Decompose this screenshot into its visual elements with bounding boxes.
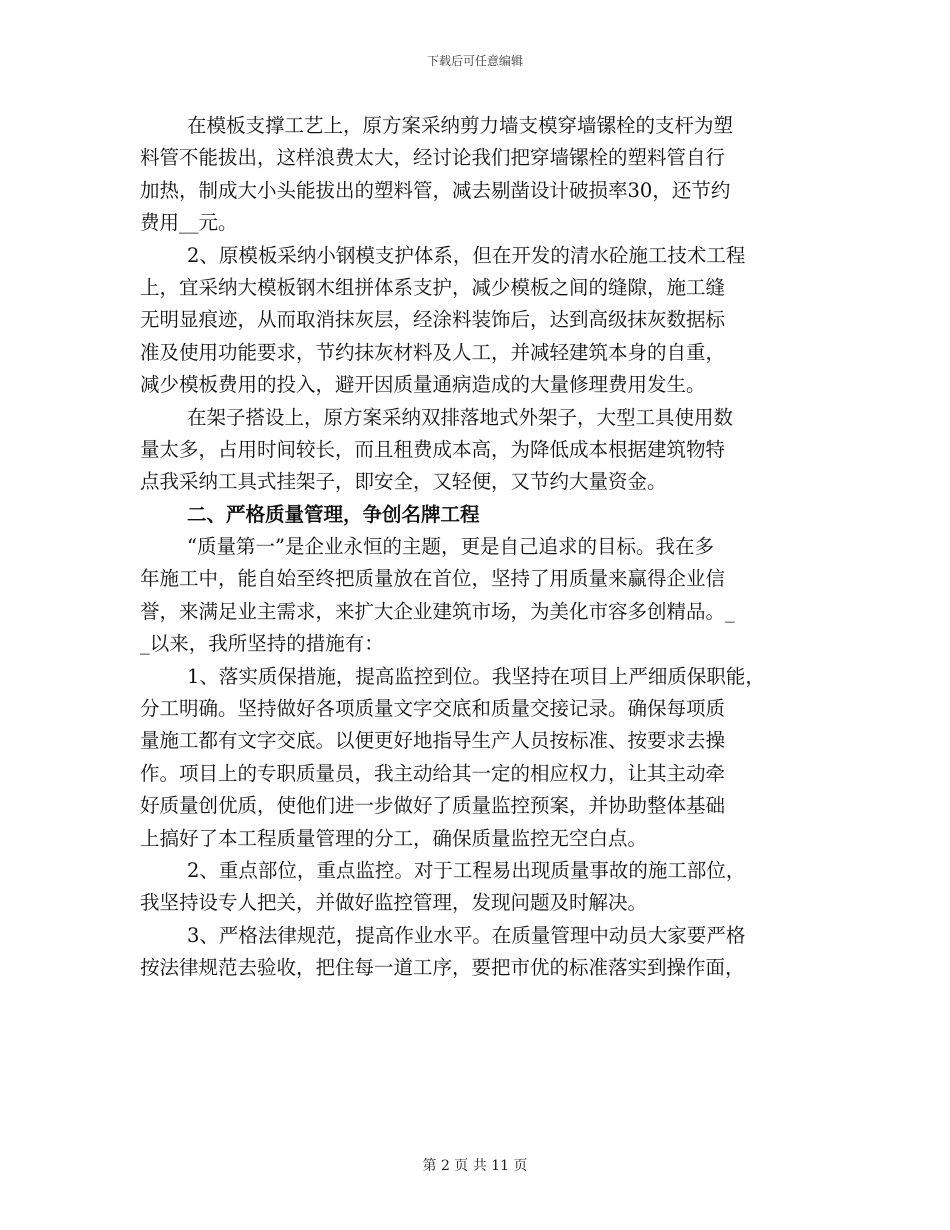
paragraph-line: 分工明确。坚持做好各项质量文字交底和质量交接记录。确保每项质 [140, 697, 726, 721]
section-heading: 二、严格质量管理，争创名牌工程 [187, 502, 480, 526]
paragraph-line: 2、重点部位，重点监控。对于工程易出现质量事故的施工部位， [187, 858, 746, 882]
paragraph-line: 1、落实质保措施，提高监控到位。我坚持在项目上严细质保职能， [187, 664, 765, 688]
paragraph-line: 上搞好了本工程质量管理的分工，确保质量监控无空白点。 [140, 826, 648, 850]
paragraph-line: 量太多，占用时间较长，而且租费成本高，为降低成本根据建筑物特 [140, 437, 726, 461]
paragraph-line: 加热，制成大小头能拔出的塑料管，减去剔凿设计破损率30，还节约 [140, 178, 731, 202]
paragraph-line: 量施工都有文字交底。以便更好地指导生产人员按标准、按要求去操 [140, 729, 726, 753]
paragraph-line: 上，宜采纳大模板钢木组拼体系支护，减少模板之间的缝隙，施工缝 [140, 275, 726, 299]
page-header: 下载后可任意编辑 [426, 54, 523, 68]
paragraph-line: 点我采纳工具式挂架子，即安全，又轻便，又节约大量资金。 [140, 470, 667, 494]
paragraph-line: “质量第一”是企业永恒的主题，更是自己追求的目标。我在多 [187, 535, 714, 559]
paragraph-line: 好质量创优质，使他们进一步做好了质量监控预案，并协助整体基础 [140, 794, 726, 818]
paragraph-line: 无明显痕迹，从而取消抹灰层，经涂料装饰后，达到高级抹灰数据标 [140, 308, 726, 332]
paragraph-line: 我坚持设专人把关，并做好监控管理，发现问题及时解决。 [140, 891, 648, 915]
page-number-footer: 第 2 页 共 11 页 [422, 1158, 528, 1174]
paragraph-line: 费用__元。 [140, 211, 238, 235]
paragraph-line: 3、严格法律规范，提高作业水平。在质量管理中动员大家要严格 [187, 923, 746, 947]
paragraph-line: 准及使用功能要求，节约抹灰材料及人工，并减轻建筑本身的自重， [140, 340, 726, 364]
paragraph-line: 2、原模板采纳小钢模支护体系，但在开发的清水砼施工技术工程 [187, 243, 746, 267]
paragraph-line: 年施工中，能自始至终把质量放在首位，坚持了用质量来赢得企业信 [140, 567, 726, 591]
paragraph-line: 在架子搭设上，原方案采纳双排落地式外架子，大型工具使用数 [187, 405, 734, 429]
paragraph-line: 减少模板费用的投入，避开因质量通病造成的大量修理费用发生。 [140, 373, 706, 397]
document-body [140, 110, 824, 985]
paragraph-line: _以来，我所坚持的措施有： [140, 632, 384, 656]
paragraph-line: 料管不能拔出，这样浪费太大，经讨论我们把穿墙镙栓的塑料管自行 [140, 146, 726, 170]
paragraph-line: 誉，来满足业主需求，来扩大企业建筑市场，为美化市容多创精品。_ [140, 599, 735, 623]
paragraph-line: 在模板支撑工艺上，原方案采纳剪力墙支模穿墙镙栓的支杆为塑 [187, 114, 734, 137]
paragraph-line: 按法律规范去验收，把住每一道工序，要把市优的标准落实到操作面， [140, 956, 745, 980]
paragraph-line: 作。项目上的专职质量员，我主动给其一定的相应权力，让其主动牵 [140, 761, 726, 785]
